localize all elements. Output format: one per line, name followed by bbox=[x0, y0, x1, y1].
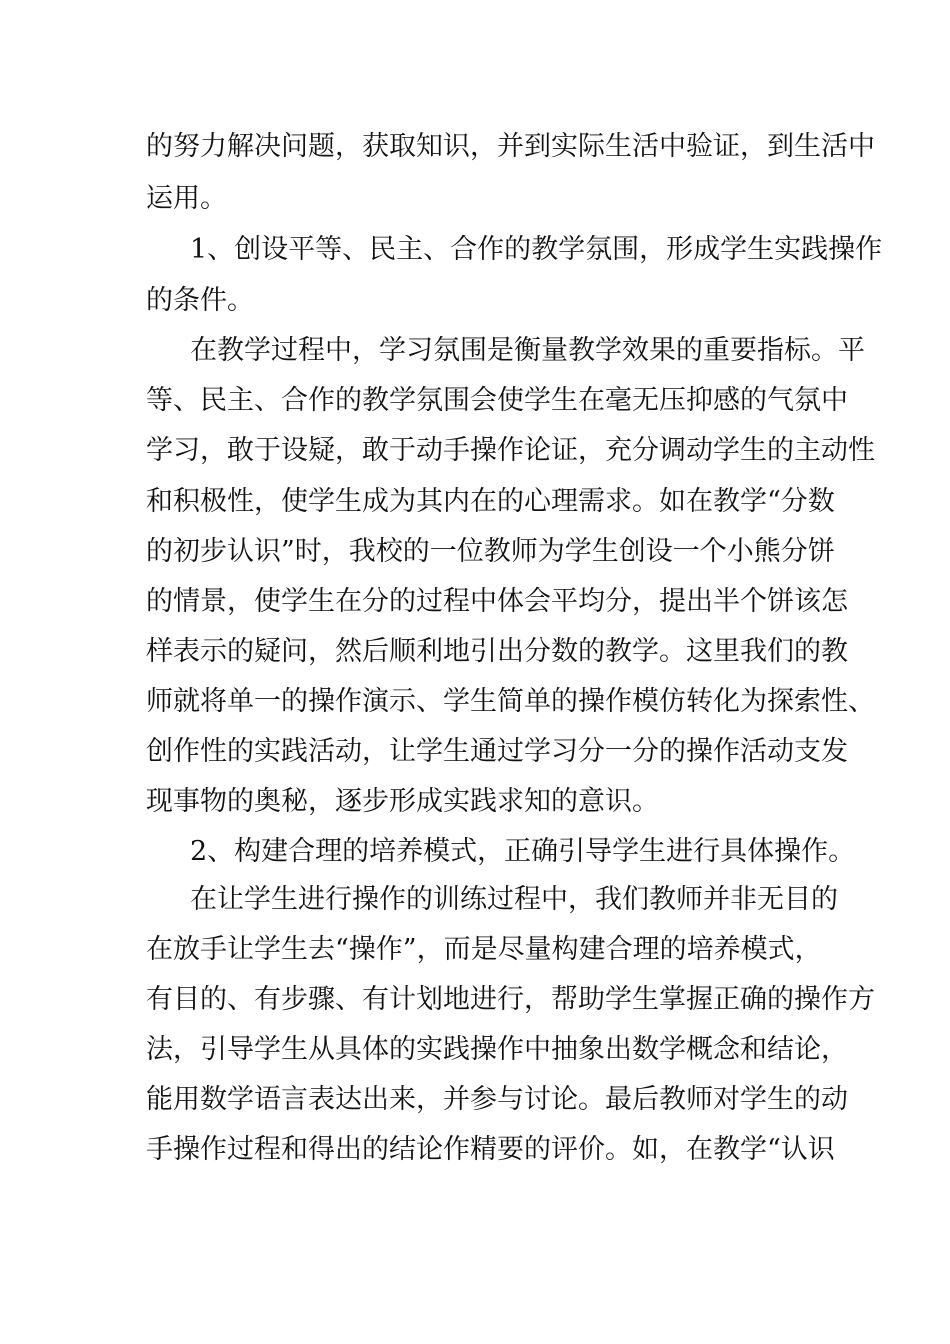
text-line: 运用。 bbox=[146, 183, 227, 214]
text-line: 在教学过程中，学习氛围是衡量教学效果的重要指标。平 bbox=[190, 335, 865, 366]
text-line: 能用数学语言表达出来，并参与讨论。最后教师对学生的动 bbox=[146, 1084, 848, 1115]
text-line: 师就将单一的操作演示、学生简单的操作模仿转化为探索性、 bbox=[146, 686, 875, 717]
text-line: 在放手让学生去“操作”，而是尽量构建合理的培养模式， bbox=[146, 934, 822, 965]
text-line: 在让学生进行操作的训练过程中，我们教师并非无目的 bbox=[190, 884, 838, 915]
text-line: 和积极性，使学生成为其内在的心理需求。如在教学“分数 bbox=[146, 486, 835, 517]
text-line: 学习，敢于设疑，敢于动手操作论证，充分调动学生的主动性 bbox=[146, 435, 875, 466]
text-line: 现事物的奥秘，逐步形成实践求知的意识。 bbox=[146, 786, 659, 817]
text-line: 手操作过程和得出的结论作精要的评价。如，在教学“认识 bbox=[146, 1134, 835, 1165]
text-line: 的努力解决问题，获取知识，并到实际生活中验证，到生活中 bbox=[146, 131, 875, 162]
text-line: 的初步认识”时，我校的一位教师为学生创设一个小熊分饼 bbox=[146, 536, 835, 567]
text-line: 样表示的疑问，然后顺利地引出分数的教学。这里我们的教 bbox=[146, 636, 848, 667]
text-line: 创作性的实践活动，让学生通过学习分一分的操作活动支发 bbox=[146, 736, 848, 767]
text-line: 的条件。 bbox=[146, 285, 254, 316]
text-line: 的情景，使学生在分的过程中体会平均分，提出半个饼该怎 bbox=[146, 586, 848, 617]
text-line: 1、创设平等、民主、合作的教学氛围，形成学生实践操作 bbox=[190, 234, 883, 265]
text-line: 法，引导学生从具体的实践操作中抽象出数学概念和结论， bbox=[146, 1034, 848, 1065]
text-line: 有目的、有步骤、有计划地进行，帮助学生掌握正确的操作方 bbox=[146, 984, 875, 1015]
text-line: 2、构建合理的培养模式，正确引导学生进行具体操作。 bbox=[190, 836, 856, 867]
text-line: 等、民主、合作的教学氛围会使学生在毫无压抑感的气氛中 bbox=[146, 385, 848, 416]
